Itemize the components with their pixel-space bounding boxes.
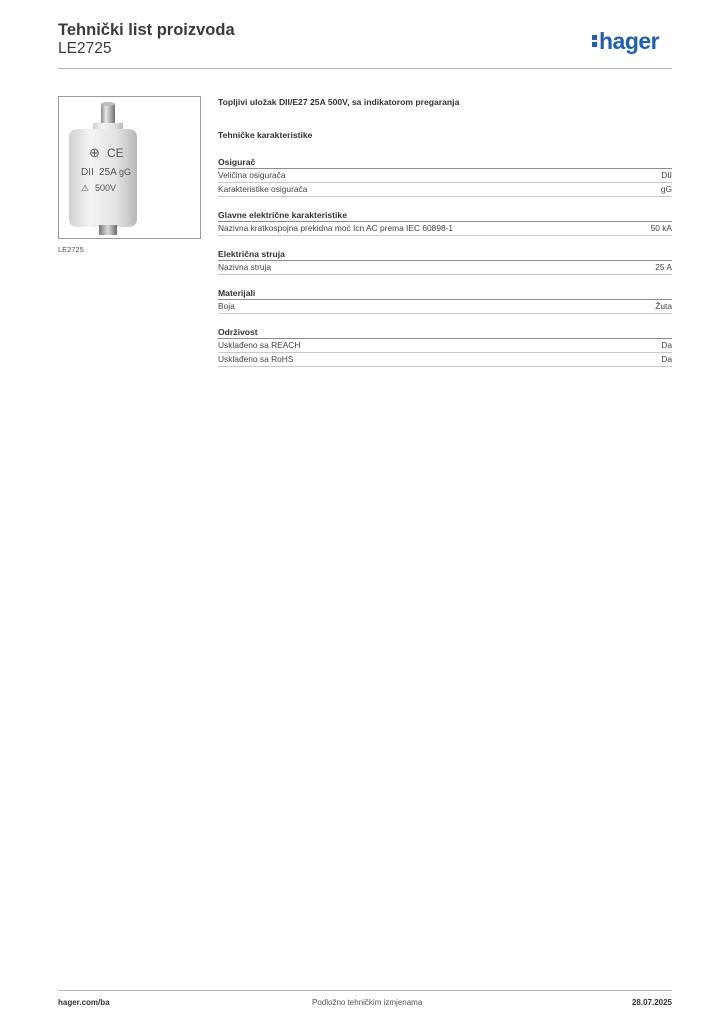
fuse-symbol: ⊕ — [89, 145, 100, 160]
footer-website: hager.com/ba — [58, 998, 110, 1007]
group-current — [218, 248, 672, 275]
group-title: Električna struja — [218, 248, 672, 261]
group-title: Glavne električne karakteristike — [218, 209, 672, 222]
table-row — [218, 339, 672, 353]
row-label: Nazivna kratkospojna prekidna moć Icn AC prema IEC 60898-1 — [218, 223, 454, 233]
approval-mark-icon: ⚠ — [81, 183, 90, 193]
group-electrical — [218, 209, 672, 236]
footer-date: 28.07.2025 — [631, 998, 672, 1007]
fuse-rating-print: 25A — [99, 167, 117, 178]
row-label: Veličina osigurača — [218, 170, 286, 180]
fuse-voltage-print: 500V — [95, 183, 117, 193]
row-value: Da — [661, 340, 672, 350]
section-heading: Tehničke karakteristike — [218, 130, 313, 140]
group-fuse — [218, 156, 672, 197]
fuse-class-print: DII — [81, 167, 94, 178]
product-image — [58, 96, 201, 239]
row-value: DII — [661, 170, 672, 180]
group-title: Održivost — [218, 326, 672, 339]
logo-text: hager — [599, 28, 660, 54]
table-row — [218, 261, 672, 275]
table-row — [218, 353, 672, 367]
fuse-type-print: gG — [119, 167, 132, 177]
table-row — [218, 183, 672, 197]
product-code: LE2725 — [58, 40, 112, 57]
row-label: Karakteristike osigurača — [218, 184, 308, 194]
ce-mark: CE — [107, 146, 124, 160]
row-value: 25 A — [655, 262, 672, 272]
footer-notice: Podložno tehničkim izmjenama — [312, 998, 423, 1007]
image-caption: LE2725 — [58, 245, 84, 254]
footer-divider — [58, 990, 672, 991]
row-value: Žuta — [655, 301, 672, 311]
group-sustainability — [218, 326, 672, 367]
row-label: Usklađeno sa REACH — [218, 340, 301, 350]
hager-logo — [592, 28, 659, 55]
table-row — [218, 169, 672, 183]
group-title: Materijali — [218, 287, 672, 300]
logo-colon-icon — [592, 28, 597, 50]
row-label: Usklađeno sa RoHS — [218, 354, 294, 364]
row-label: Boja — [218, 301, 235, 311]
table-row — [218, 222, 672, 236]
page-title: Tehnički list proizvoda — [58, 21, 235, 39]
row-value: Da — [661, 354, 672, 364]
group-materials — [218, 287, 672, 314]
row-value: 50 kA — [650, 223, 672, 233]
header-divider — [58, 68, 672, 69]
row-label: Nazivna struja — [218, 262, 272, 272]
group-title: Osigurač — [218, 156, 672, 169]
table-row — [218, 300, 672, 314]
row-value: gG — [660, 184, 672, 194]
product-description: Topljivi uložak DII/E27 25A 500V, sa indikatorom pregaranja — [218, 97, 460, 107]
fuse-cartridge-icon — [59, 97, 200, 238]
